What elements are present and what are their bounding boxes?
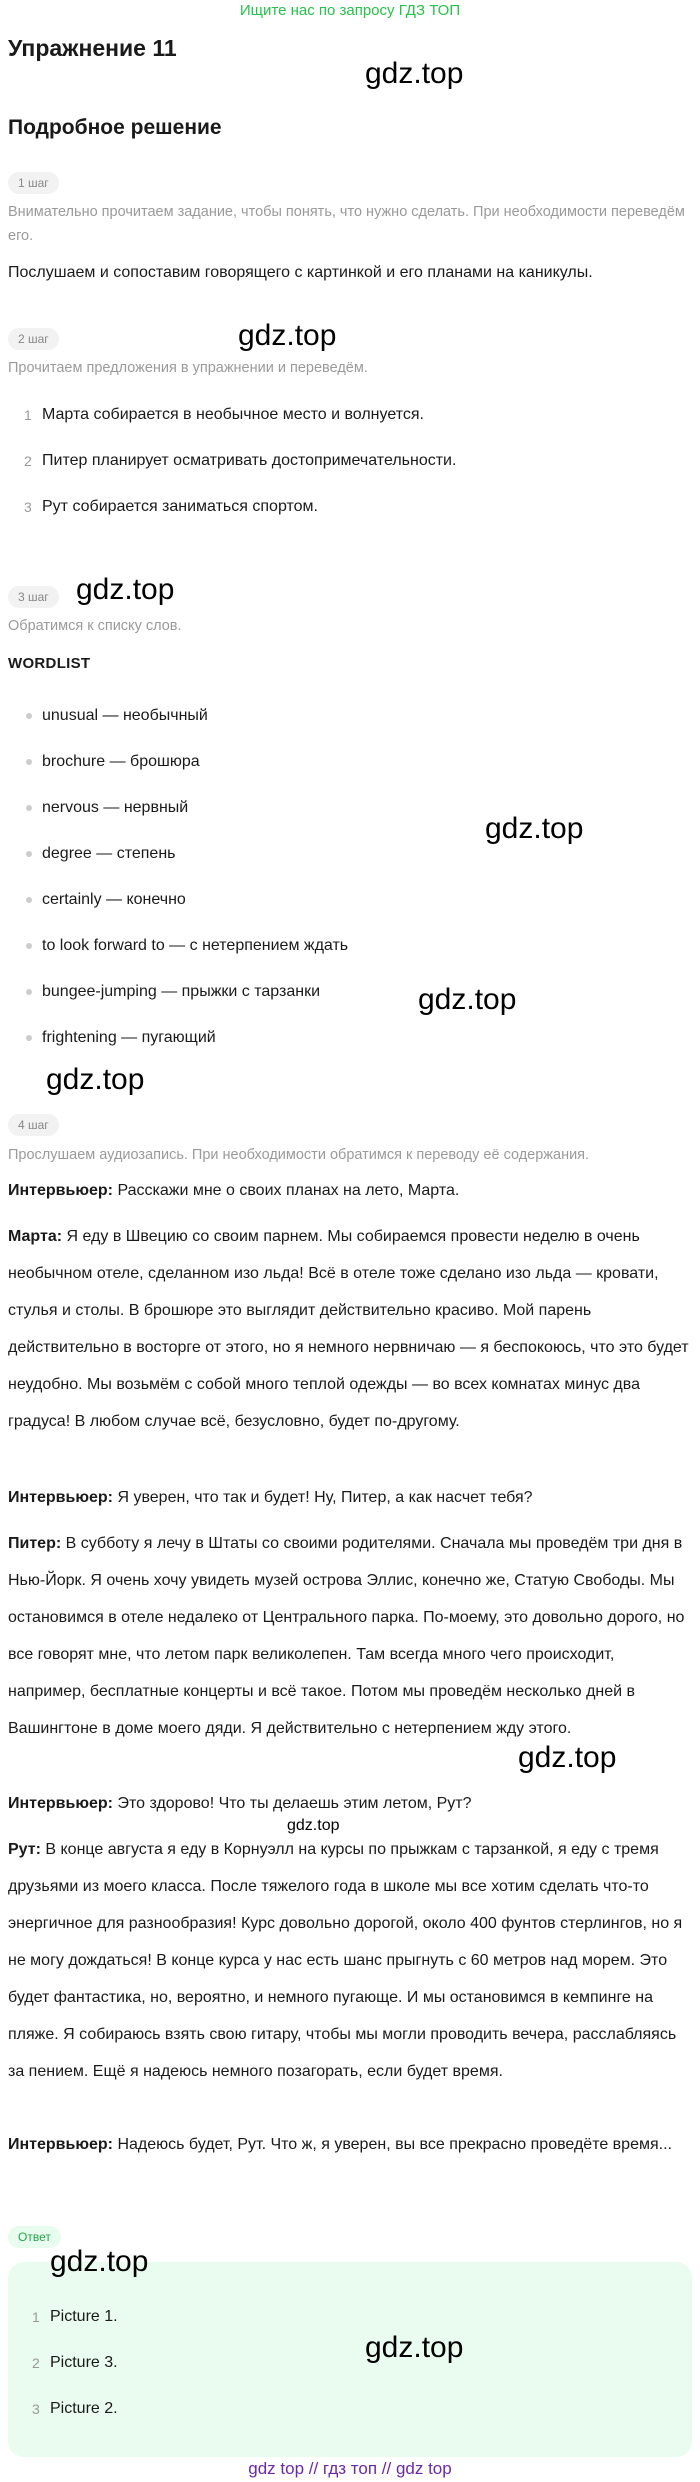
item-text: Рут собирается заниматься спортом.	[42, 498, 318, 515]
speaker-label: Интервьюер:	[8, 1182, 114, 1199]
speech-text: Я еду в Швецию со своим парнем. Мы собираемся провести неделю в очень необычном отеле, сделанном изо льда! Всё в отеле тоже сделано изо льда — кровати, стулья и столы. В брошюре это выглядит действительно красиво. Мой парень действительно в восторге от этого, но я немного нервничаю — я беспокоюсь, что это будет неудобно. Мы возьмём с собой много теплой одежды — во всех комнатах минус два градуса! В любом случае всё, безусловно, будет по-другому.	[8, 1228, 689, 1430]
step-hint: Прочитаем предложения в упражнении и переведём.	[8, 360, 368, 376]
word-entry: degree — степень	[42, 845, 176, 862]
step-badge: 1 шаг	[8, 172, 59, 194]
bullet-icon	[26, 897, 32, 903]
word-entry: to look forward to — с нетерпением ждать	[42, 937, 349, 954]
word-entry: unusual — необычный	[42, 707, 208, 724]
step-badge: 4 шаг	[8, 1114, 59, 1136]
list-item	[8, 1015, 688, 1061]
item-text: Марта собирается в необычное место и волнуется.	[42, 406, 424, 423]
answer-text: Picture 2.	[50, 2400, 118, 2417]
dialog-line	[8, 2126, 692, 2163]
item-number: 2	[24, 453, 32, 469]
speech-text: Расскажи мне о своих планах на лето, Марта.	[113, 1182, 460, 1199]
list-item	[8, 438, 688, 484]
dialog-line	[8, 1218, 692, 1440]
bullet-icon	[26, 1035, 32, 1041]
answer-text: Picture 3.	[50, 2354, 118, 2371]
word-entry: nervous — нервный	[42, 799, 189, 816]
speech-text: Это здорово! Что ты делаешь этим летом, Рут?	[113, 1795, 472, 1812]
speech-text: В субботу я лечу в Штаты со своими родителями. Сначала мы проведём три дня в Нью-Йорк. Я очень хочу увидеть музей острова Эллис, конечно же, Статую Свободы. Мы остановимся в отеле недалеко от Центрального парка. По-моему, это довольно дорого, но все говорят мне, что летом парк великолепен. Там всегда много чего происходит, например, бесплатные концерты и всё такое. Потом мы проведём несколько дней в Вашингтоне в доме моего дяди. Я действительно с нетерпением жду этого.	[8, 1535, 685, 1737]
step-badge: 2 шаг	[8, 328, 59, 350]
answer-text: Picture 1.	[50, 2308, 118, 2325]
wordlist	[8, 693, 688, 1061]
item-number: 3	[32, 2401, 40, 2417]
footer-links[interactable]: gdz top // гдз топ // gdz top	[248, 2459, 452, 2478]
list-item	[16, 2340, 686, 2386]
word-entry: certainly — конечно	[42, 891, 186, 908]
list-item	[16, 2386, 686, 2432]
watermark: gdz.top	[287, 1817, 340, 1834]
answer-list	[16, 2294, 686, 2432]
watermark: gdz.top	[418, 983, 517, 1016]
item-number: 3	[24, 499, 32, 515]
bullet-icon	[26, 943, 32, 949]
watermark: gdz.top	[518, 1741, 617, 1774]
speech-text: В конце августа я еду в Корнуэлл на курсы по прыжкам с тарзанкой, я еду с тремя друзьями из моего класса. После тяжелого года в школе мы все хотим сделать что-то энергичное для разнообразия! Курс довольно дорогой, около 400 фунтов стерлингов, но я не могу дождаться! В конце курса у нас есть шанс прыгнуть с 60 метров над морем. Это будет фантастика, но, вероятно, и немного пугающе. И мы остановимся в кемпинге на пляже. Я собираюсь взять свою гитару, чтобы мы могли проводить вечера, расслабляясь за пением. Ещё я надеюсь немного позагорать, если будет время.	[8, 1841, 683, 2080]
item-number: 1	[32, 2309, 40, 2325]
word-entry: bungee-jumping — прыжки с тарзанки	[42, 983, 321, 1000]
search-banner: Ищите нас по запросу ГДЗ ТОП	[239, 2, 461, 19]
wordlist-title: WORDLIST	[8, 655, 91, 672]
list-item	[8, 877, 688, 923]
list-item	[8, 693, 688, 739]
speech-text: Надеюсь будет, Рут. Что ж, я уверен, вы все прекрасно проведёте время...	[113, 2136, 672, 2153]
word-entry: frightening — пугающий	[42, 1029, 216, 1046]
speaker-label: Интервьюер:	[8, 1489, 114, 1506]
step-hint: Обратимся к списку слов.	[8, 618, 182, 634]
step-hint: Внимательно прочитаем задание, чтобы понять, что нужно сделать. При необходимости переведём его.	[8, 204, 685, 244]
list-item	[16, 2294, 686, 2340]
sentence-list	[8, 392, 688, 530]
list-item	[8, 484, 688, 530]
list-item	[8, 831, 688, 877]
watermark: gdz.top	[238, 319, 337, 352]
list-item	[8, 785, 688, 831]
bullet-icon	[26, 989, 32, 995]
dialog-line	[8, 1172, 692, 1209]
step-text: Послушаем и сопоставим говорящего с картинкой и его планами на каникулы.	[8, 264, 593, 281]
list-item	[8, 923, 688, 969]
watermark: gdz.top	[365, 2331, 464, 2364]
speaker-label: Питер:	[8, 1535, 62, 1552]
watermark: gdz.top	[76, 573, 175, 606]
section-subtitle: Подробное решение	[8, 116, 222, 139]
page-title: Упражнение 11	[8, 35, 177, 61]
dialog-line	[8, 1785, 692, 1822]
watermark: gdz.top	[50, 2245, 149, 2278]
step-badge: 3 шаг	[8, 586, 59, 608]
speaker-label: Интервьюер:	[8, 1795, 114, 1812]
speaker-label: Интервьюер:	[8, 2136, 114, 2153]
watermark: gdz.top	[485, 812, 584, 845]
item-number: 1	[24, 407, 32, 423]
bullet-icon	[26, 805, 32, 811]
watermark: gdz.top	[365, 57, 464, 90]
step-hint: Прослушаем аудиозапись. При необходимости обратимся к переводу её содержания.	[8, 1147, 590, 1163]
bullet-icon	[26, 713, 32, 719]
dialog-line	[8, 1479, 692, 1516]
list-item	[8, 392, 688, 438]
speech-text: Я уверен, что так и будет! Ну, Питер, а как насчет тебя?	[113, 1489, 533, 1506]
word-entry: brochure — брошюра	[42, 753, 200, 770]
bullet-icon	[26, 851, 32, 857]
list-item	[8, 739, 688, 785]
bullet-icon	[26, 759, 32, 765]
watermark: gdz.top	[46, 1063, 145, 1096]
answer-badge: Ответ	[8, 2226, 61, 2248]
item-number: 2	[32, 2355, 40, 2371]
dialog-line	[8, 1831, 692, 2090]
speaker-label: Рут:	[8, 1841, 41, 1858]
item-text: Питер планирует осматривать достопримечательности.	[42, 452, 457, 469]
dialog-line	[8, 1525, 692, 1747]
speaker-label: Марта:	[8, 1228, 63, 1245]
list-item	[8, 969, 688, 1015]
